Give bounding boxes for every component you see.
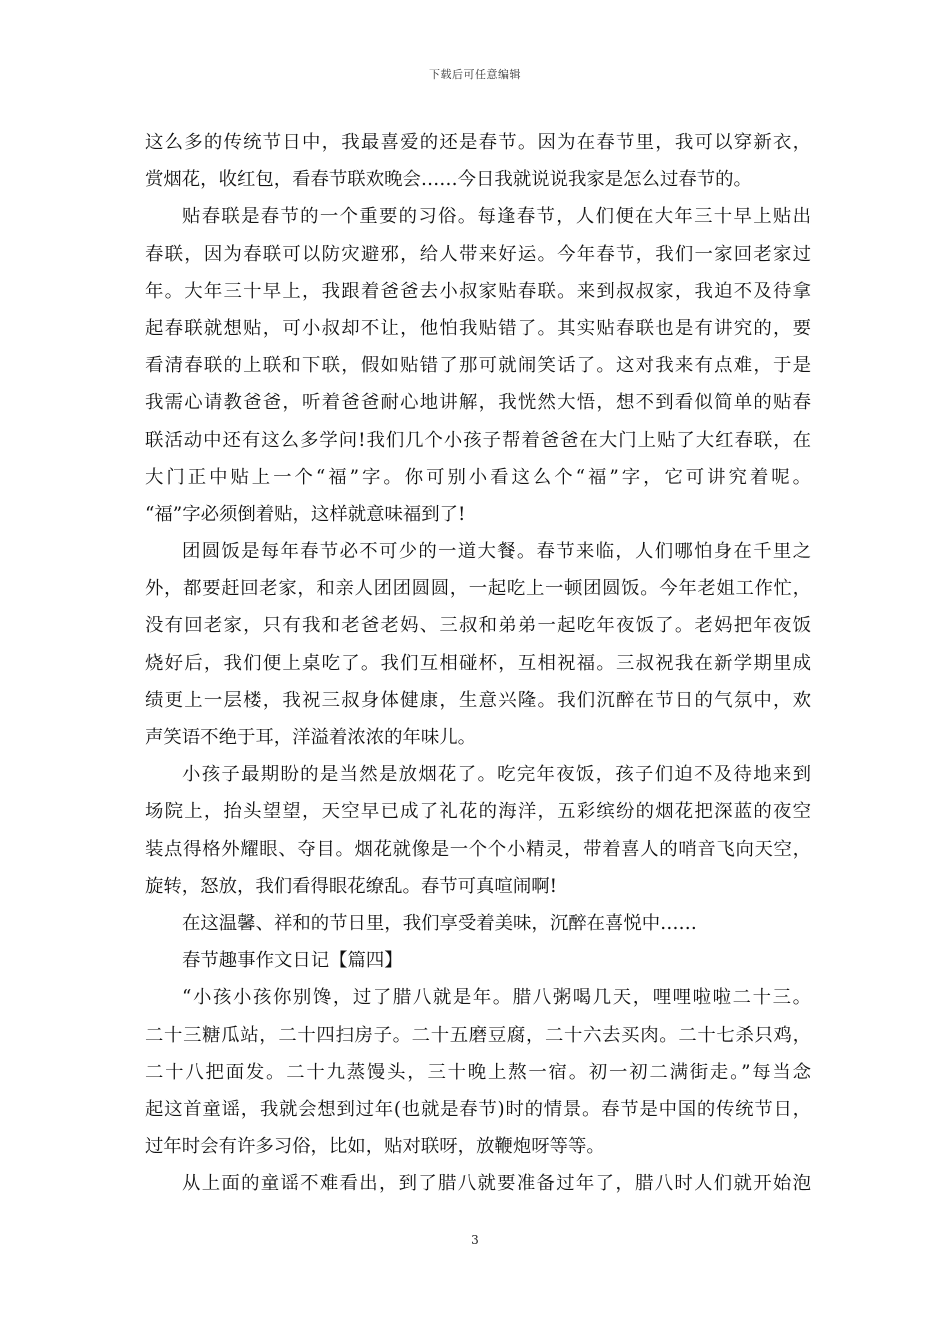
text-line: 看清春联的上联和下联，假如贴错了那可就闹笑话了。这对我来有点难，于是 [145,355,811,377]
text-line: 大门正中贴上一个“福”字。你可别小看这么个“福”字，它可讲究着呢。 [145,466,811,488]
text-line: 二十三糖瓜站，二十四扫房子。二十五磨豆腐，二十六去买肉。二十七杀只鸡， [145,1024,811,1046]
text-line: “小孩小孩你别馋，过了腊八就是年。腊八粥喝几天，哩哩啦啦二十三。 [182,987,811,1009]
text-line: 过年时会有许多习俗，比如，贴对联呀，放鞭炮呀等等。 [145,1136,605,1158]
text-line: 起春联就想贴，可小叔却不让，他怕我贴错了。其实贴春联也是有讲究的，要 [145,317,811,339]
text-line: 春联，因为春联可以防灾避邪，给人带来好运。今年春节，我们一家回老家过 [145,243,811,265]
text-line: 小孩子最期盼的是当然是放烟花了。吃完年夜饭，孩子们迫不及待地来到 [182,764,811,786]
text-line: 装点得格外耀眼、夺目。烟花就像是一个个小精灵，带着喜人的哨音飞向天空， [145,838,811,860]
text-line: 这么多的传统节日中，我最喜爱的还是春节。因为在春节里，我可以穿新衣， [145,132,811,153]
text-line: 外，都要赶回老家，和亲人团团圆圆，一起吃上一顿团圆饭。今年老姐工作忙， [145,578,811,600]
text-line: 声笑语不绝于耳，洋溢着浓浓的年味儿。 [145,727,477,748]
text-line: 没有回老家，只有我和老爸老妈、三叔和弟弟一起吃年夜饭了。老妈把年夜饭 [145,615,811,637]
text-line: 年。大年三十早上，我跟着爸爸去小叔家贴春联。来到叔叔家，我迫不及待拿 [145,280,811,302]
body-text [145,124,811,1202]
text-line: 团圆饭是每年春节必不可少的一道大餐。春节来临，人们哪怕身在千里之 [182,541,811,563]
text-line: 绩更上一层楼，我祝三叔身体健康，生意兴隆。我们沉醉在节日的气氛中，欢 [145,689,811,711]
text-line: 联活动中还有这么多学问!我们几个小孩子帮着爸爸在大门上贴了大红春联，在 [145,429,811,451]
text-line: 贴春联是春节的一个重要的习俗。每逢春节，人们便在大年三十早上贴出 [182,206,811,228]
text-line: 旋转，怒放，我们看得眼花缭乱。春节可真喧闹啊! [145,875,557,897]
text-line: 春节趣事作文日记【篇四】 [182,950,403,972]
text-line: 起这首童谣，我就会想到过年(也就是春节)时的情景。春节是中国的传统节日， [145,1098,811,1120]
text-line: 从上面的童谣不难看出，到了腊八就要准备过年了，腊八时人们就开始泡 [182,1173,811,1195]
text-line: “福”字必须倒着贴，这样就意味福到了! [145,503,466,525]
text-line: 在这温馨、祥和的节日里，我们享受着美味，沉醉在喜悦中…… [182,912,697,934]
page-header: 下载后可任意编辑 [429,68,521,81]
text-line: 赏烟花，收红包，看春节联欢晚会……今日我就说说我家是怎么过春节的。 [145,169,752,191]
text-line: 场院上，抬头望望，天空早已成了礼花的海洋，五彩缤纷的烟花把深蓝的夜空 [145,801,811,823]
text-line: 我需心请教爸爸，听着爸爸耐心地讲解，我恍然大悟，想不到看似简单的贴春 [145,392,811,414]
page-number: 3 [471,1233,479,1247]
text-line: 烧好后，我们便上桌吃了。我们互相碰杯，互相祝福。三叔祝我在新学期里成 [145,652,811,674]
text-line: 二十八把面发。二十九蒸馒头，三十晚上熬一宿。初一初二满街走。”每当念 [145,1061,811,1083]
